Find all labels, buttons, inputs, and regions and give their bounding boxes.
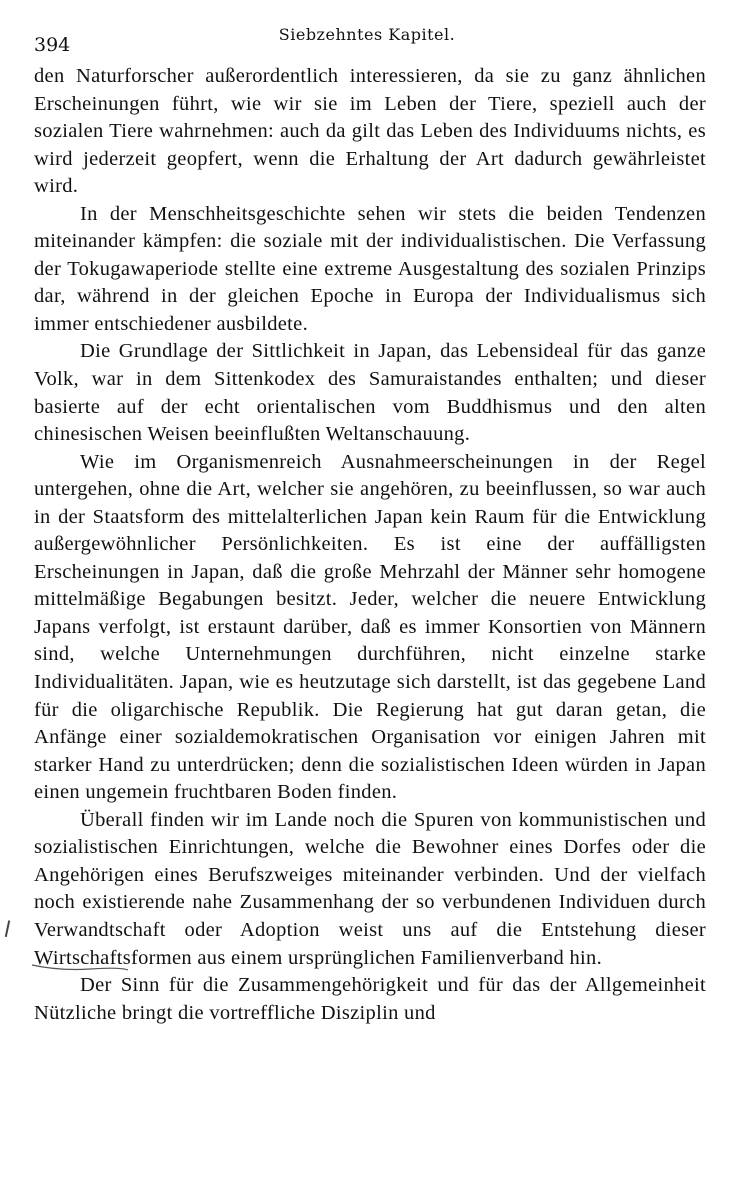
paragraph-4: Wie im Organismenreich Ausnahmeerscheinungen in der Regel untergehen, ohne die Art, welcher sie angehören, zu beeinflussen, so war auch in der Staatsform des mittelalterlichen Japan kein Raum für die Entwicklung außergewöhnlicher Persönlichkeiten. Es ist eine der auffälligsten Erscheinungen in Japan, daß die große Mehrzahl der Männer sehr homogene mittelmäßige Begabungen besitzt. Jeder, welcher die neuere Entwicklung Japans verfolgt, ist erstaunt darüber, daß es immer Konsortien von Männern sind, welche Unternehmungen durchführen, nicht einzelne starke Individualitäten. Japan, wie es heutzutage sich darstellt, ist das gegebene Land für die oligarchische Republik. Die Regierung hat gut daran getan, die Anfänge einer sozialdemokratischen Organisation vor einigen Jahren mit starker Hand zu unterdrücken; denn die sozialistischen Ideen würden in Japan einen ungemein fruchtbaren Boden finden.	[34, 450, 706, 804]
pencil-underline-icon	[30, 961, 130, 975]
paragraph-3: Die Grundlage der Sittlichkeit in Japan, das Lebensideal für das ganze Volk, war in dem Sittenkodex des Samuraistandes enthalten; und dieser basierte auf der echt orientalischen vom Buddhismus und den alten chinesischen Weisen beeinflußten Weltanschauung.	[34, 340, 706, 446]
paragraph-2: In der Menschheitsgeschichte sehen wir stets die beiden Tendenzen miteinander kämpfen: die soziale mit der individualistischen. Die Verfassung der Tokugawaperiode stellte eine extreme Ausgestaltung des sozialen Prinzips dar, während in der gleichen Epoche in Europa der Individualismus sich immer entschiedener ausbildete.	[34, 202, 706, 335]
paragraph-5: Überall finden wir im Lande noch die Spuren von kommunistischen und sozialistischen Einrichtungen, welche die Bewohner eines Dorfes oder die Angehörigen eines Berufszweiges miteinander verbinden. Und der vielfach noch existierende nahe Zusammenhang der so verbundenen Individuen durch Verwandtschaft oder Adoption weist uns auf die Entstehung dieser Wirtschaftsformen aus einem ursprünglichen Familienverband hin.	[34, 808, 706, 969]
running-title: Siebzehntes Kapitel.	[278, 25, 456, 44]
body-text	[34, 63, 706, 1027]
paragraph-1: den Naturforscher außerordentlich interessieren, da sie zu ganz ähnlichen Erscheinungen führt, wie wir sie im Leben der Tiere, speziell auch der sozialen Tiere wahrnehmen: auch da gilt das Leben des Individuums nichts, es wird jederzeit geopfert, wenn die Erhaltung der Art dadurch gewährleistet wird.	[34, 65, 706, 198]
margin-pencil-mark: l	[1, 917, 13, 944]
paragraph-6: Der Sinn für die Zusammengehörigkeit und für das der Allgemeinheit Nützliche bringt die vortreffliche Disziplin und	[34, 974, 706, 1024]
page-number: 394	[34, 34, 71, 56]
